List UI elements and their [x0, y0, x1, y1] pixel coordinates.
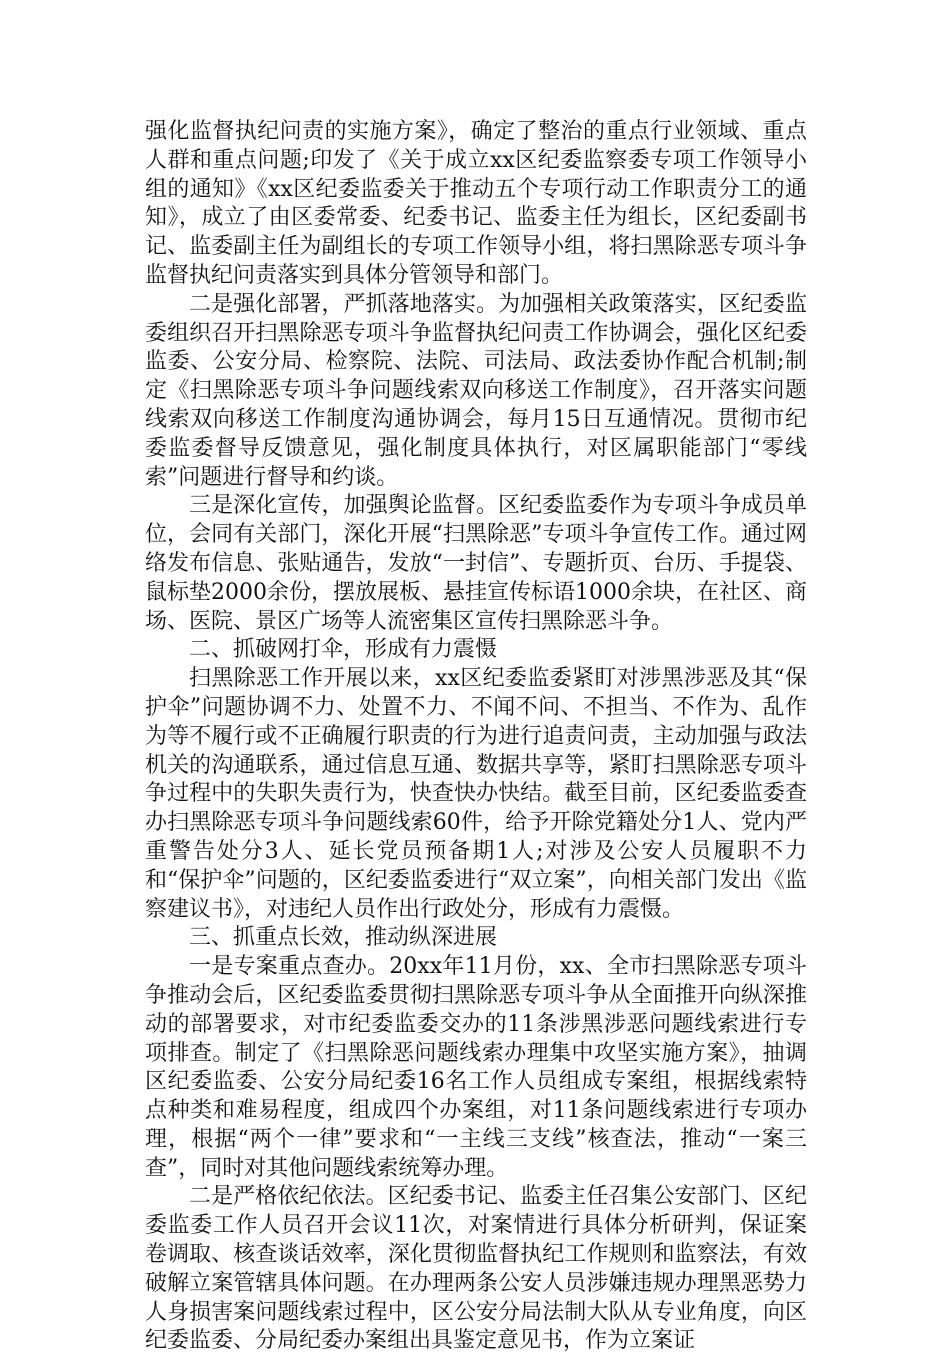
paragraph-1: 强化监督执纪问责的实施方案》，确定了整治的重点行业领域、重点人群和重点问题;印发了《关于成立xx区纪委监察委专项工作领导小组的通知》《xx区纪委监委关于推动五个专项行动工作职责分工的通知》，成立了由区委常委、纪委书记、监委主任为组长，区纪委副书记、监委副主任为副组长的专项工作领导小组，将扫黑除恶专项斗争监督执纪问责落实到具体分管领导和部门。: [145, 119, 807, 288]
paragraph-3: 三是深化宣传，加强舆论监督。区纪委监委作为专项斗争成员单位，会同有关部门，深化开展“扫黑除恶”专项斗争宣传工作。通过网络发布信息、张贴通告，发放“一封信”、专题折页、台历、手提袋、鼠标垫2000余份，摆放展板、悬挂宣传标语1000余块，在社区、商场、医院、景区广场等人流密集区宣传扫黑除恶斗争。: [145, 493, 807, 634]
paragraph-6: 二是严格依纪依法。区纪委书记、监委主任召集公安部门、区纪委监委工作人员召开会议11次，对案情进行具体分析研判，保证案卷调取、核查谈话效率，深化贯彻监督执纪工作规则和监察法，有效破解立案管辖具体问题。在办理两条公安人员涉嫌违规办理黑恶势力人身损害案问题线索过程中，区公安分局法制大队从专业角度，向区纪委监委、分局纪委办案组出具鉴定意见书，作为立案证: [145, 1184, 807, 1354]
paragraph-5: 一是专案重点查办。20xx年11月份，xx、全市扫黑除恶专项斗争推动会后，区纪委监委贯彻扫黑除恶专项斗争从全面推开向纵深推动的部署要求，对市纪委监委交办的11条涉黑涉恶问题线索进行专项排查。制定了《扫黑除恶问题线索办理集中攻坚实施方案》，抽调区纪委监委、公安分局纪委16名工作人员组成专案组，根据线索特点种类和难易程度，组成四个办案组，对11条问题线索进行专项办理，根据“两个一律”要求和“一主线三支线”核查法，推动“一案三查”，同时对其他问题线索统筹办理。: [145, 954, 807, 1181]
paragraph-2: 二是强化部署，严抓落地落实。为加强相关政策落实，区纪委监委组织召开扫黑除恶专项斗争监督执纪问责工作协调会，强化区纪委监委、公安分局、检察院、法院、司法局、政法委协作配合机制;制定《扫黑除恶专项斗争问题线索双向移送工作制度》，召开落实问题线索双向移送工作制度沟通协调会，每月15日互通情况。贯彻市纪委监委督导反馈意见，强化制度具体执行，对区属职能部门“零线索”问题进行督导和约谈。: [145, 291, 807, 490]
document-body: [145, 118, 807, 1356]
paragraph-4: 扫黑除恶工作开展以来，xx区纪委监委紧盯对涉黑涉恶及其“保护伞”问题协调不力、处置不力、不闻不问、不担当、不作为、乱作为等不履行或不正确履行职责的行为进行追责问责，主动加强与政法机关的沟通联系，通过信息互通、数据共享等，紧盯扫黑除恶专项斗争过程中的失职失责行为，快查快办快结。截至目前，区纪委监委查办扫黑除恶专项斗争问题线索60件，给予开除党籍处分1人、党内严重警告处分3人、延长党员预备期1人;对涉及公安人员履职不力和“保护伞”问题的，区纪委监委进行“双立案”，向相关部门发出《监察建议书》，对违纪人员作出行政处分，形成有力震慑。: [145, 666, 807, 922]
section-heading-3: 三、抓重点长效，推动纵深进展: [189, 925, 498, 951]
section-heading-2: 二、抓破网打伞，形成有力震慑: [189, 637, 498, 663]
